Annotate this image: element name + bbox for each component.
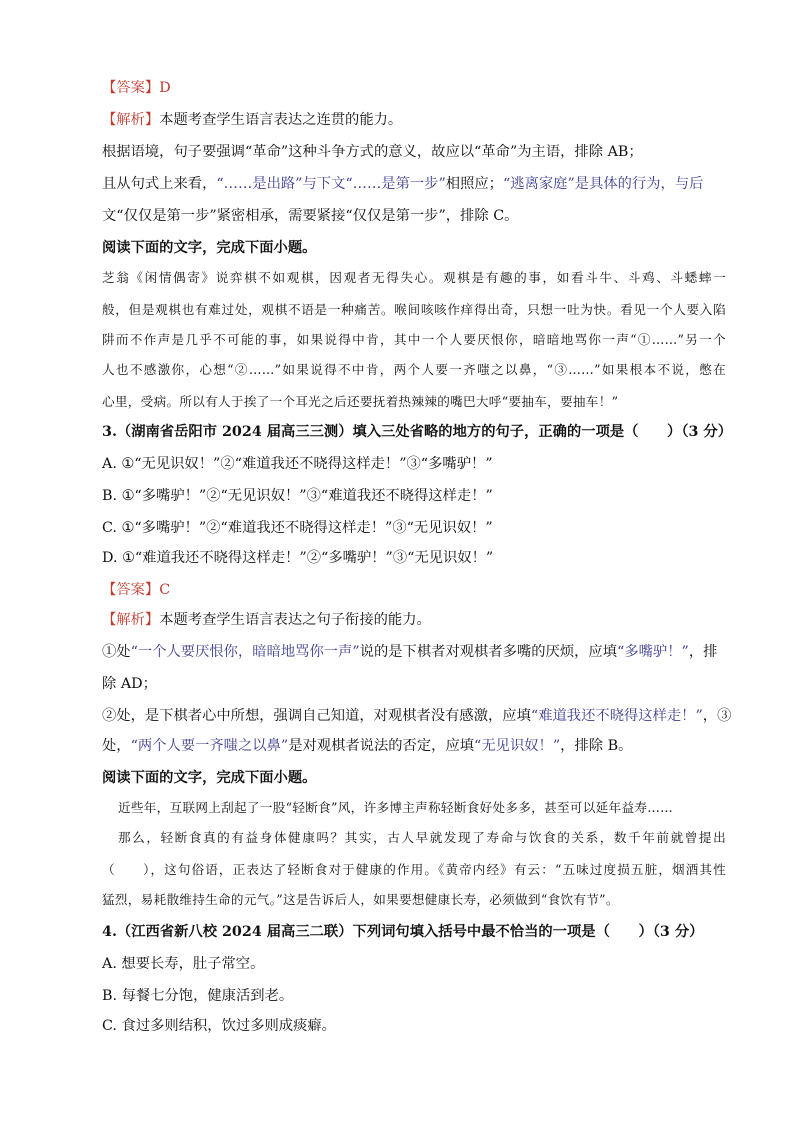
explanation-line: [102, 736, 726, 756]
option-c: C. ①“多嘴驴！”②“难道我还不晓得这样走！”③“无见识奴！”: [102, 520, 493, 536]
explanation-line: [102, 706, 732, 726]
passage-line: 阱而不作声是几乎不可能的事，如果说得中肯，其中一个人要厌恨你，暗暗地骂你一声“①……”另一个: [102, 332, 726, 347]
explanation-p3: 文“仅仅是第一步”紧密相承，需要紧接“仅仅是第一步”，排除 C。: [102, 208, 519, 224]
answer-tag: 【答案】: [102, 582, 160, 598]
text-span: ②处，是下棋者心中所想，强调自己知道，对观棋者没有感激，应填: [102, 708, 531, 724]
analysis-tag: 【解析】: [102, 112, 160, 128]
analysis-line: [102, 110, 726, 130]
text-span: 是对观棋者说法的否定，应填: [288, 738, 475, 754]
option-b: B. 每餐七分饱，健康活到老。: [102, 988, 294, 1004]
reading-instruction: 阅读下面的文字，完成下面小题。: [102, 770, 317, 786]
passage-line: 近些年，互联网上刮起了一股“轻断食”风，许多博主声称轻断食好处多多，甚至可以延年益寿……: [118, 800, 674, 815]
quote-span: “逃离家庭”是具体的行为，与后: [502, 176, 704, 192]
option-d: D. ①“难道我还不晓得这样走！”②“多嘴驴！”③“无见识奴！”: [102, 550, 494, 566]
answer-line: [102, 580, 726, 600]
passage-line: 人也不感激你，心想“②……”如果说得不中肯，两个人要一齐嗤之以鼻，“③……”如果根本不说，憋在: [102, 362, 726, 377]
analysis-line: [102, 610, 726, 630]
passage-line: （ ），这句俗语，正表达了轻断食对于健康的作用。《黄帝内经》有云：“五味过度损五脏，烟酒其性: [102, 862, 726, 877]
passage-line: 心里，受病。所以有人于挨了一个耳光之后还要抚着热辣辣的嘴巴大呼“要抽车，要抽车！”: [102, 394, 619, 409]
quote-span: “难道我还不晓得这样走！”: [530, 708, 703, 724]
answer-tag: 【答案】: [102, 80, 160, 96]
analysis-text: 本题考查学生语言表达之连贯的能力。: [159, 112, 403, 128]
passage-line: 般，但是观棋也有难过处，观棋不语是一种痛苦。喉间咳咳作痒得出奇，只想一吐为快。看见一个人要入陷: [102, 302, 726, 317]
text-span: ①处: [102, 644, 131, 660]
quote-span: “一个人要厌恨你，暗暗地骂你一声”: [130, 644, 360, 660]
analysis-text: 本题考查学生语言表达之句子衔接的能力。: [159, 612, 431, 628]
quote-span: “多嘴驴！”: [617, 644, 689, 660]
explanation-line: [102, 642, 726, 662]
option-a: A. 想要长寿，肚子常空。: [102, 956, 265, 972]
answer-value: C: [159, 582, 171, 598]
option-c: C. 食过多则结积，饮过多则成痰癖。: [102, 1018, 336, 1034]
text-span: 处，: [102, 738, 131, 754]
text-span: 说的是下棋者对观棋者多嘴的厌烦，应填: [359, 644, 618, 660]
answer-value: D: [159, 80, 171, 96]
reading-instruction: 阅读下面的文字，完成下面小题。: [102, 240, 317, 256]
explanation-line: 除 AD；: [102, 676, 157, 692]
quote-span: “……是出路”与下文“……是第一步”: [216, 176, 446, 192]
text-span: 相照应；: [445, 176, 503, 192]
text-span: ，排除 B。: [560, 738, 633, 754]
answer-line: [102, 78, 726, 98]
text-span: ，排: [688, 644, 718, 660]
question-stem: 4.（江西省新八校 2024 届高三二联）下列词句填入括号中最不恰当的一项是（ ）（3 分）: [102, 924, 704, 940]
quote-span: “无见识奴！”: [474, 738, 561, 754]
explanation-p2: [102, 174, 726, 194]
option-a: A. ①“无见识奴！”②“难道我还不晓得这样走！”③“多嘴驴！”: [102, 456, 493, 472]
passage-line: 芝翁《闲情偶寄》说弈棋不如观棋，因观者无得失心。观棋是有趣的事，如看斗牛、斗鸡、斗蟋蟀一: [102, 270, 726, 285]
passage-line: 那么，轻断食真的有益身体健康吗？其实，古人早就发现了寿命与饮食的关系，数千年前就曾提出: [118, 830, 726, 845]
analysis-tag: 【解析】: [102, 612, 160, 628]
explanation-p1: 根据语境，句子要强调“革命”这种斗争方式的意义，故应以“革命”为主语，排除 AB；: [102, 144, 643, 160]
text-span: ，③: [702, 708, 732, 724]
text-span: 且从句式上来看，: [102, 176, 217, 192]
question-stem: 3.（湖南省岳阳市 2024 届高三三测）填入三处省略的地方的句子，正确的一项是（ ）（3 分）: [102, 424, 733, 440]
option-b: B. ①“多嘴驴！”②“无见识奴！”③“难道我还不晓得这样走！”: [102, 488, 493, 504]
quote-span: “两个人要一齐嗤之以鼻”: [130, 738, 289, 754]
passage-line: 猛烈，易耗散维持生命的元气。”这是告诉后人，如果要想健康长寿，必须做到“食饮有节”。: [102, 892, 619, 907]
